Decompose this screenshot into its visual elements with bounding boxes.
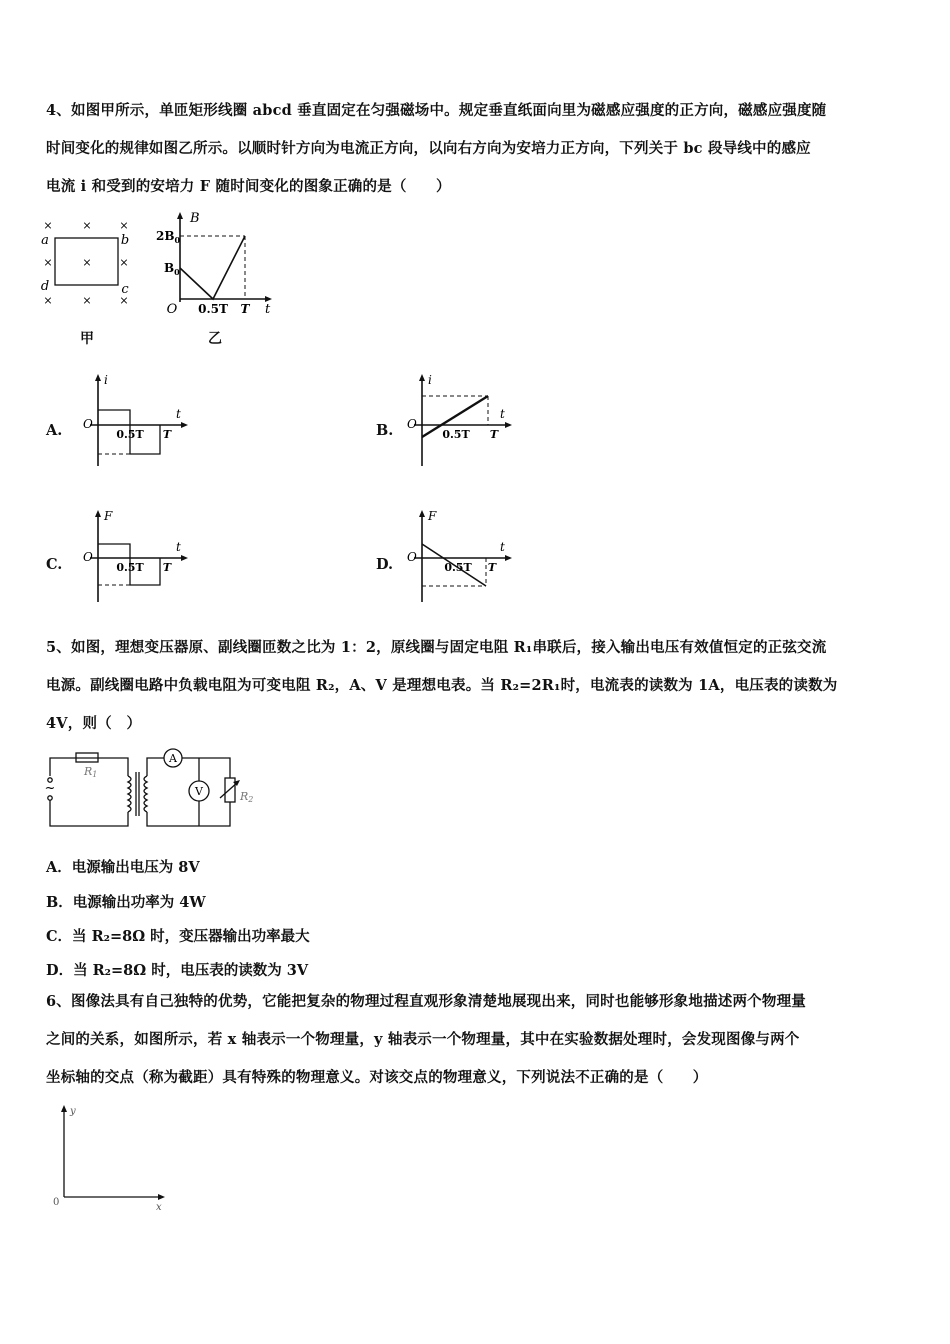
ac-source-symbol: ~	[44, 781, 56, 796]
primary-coil	[128, 776, 131, 812]
q4-line-3: 电流 i 和受到的安培力 F 随时间变化的图象正确的是（ ）	[46, 178, 451, 195]
primary-wire-bottom	[50, 800, 128, 826]
question-5-text	[46, 629, 908, 743]
cross: ×	[119, 294, 129, 307]
q5-line-1: 5、如图，理想变压器原、副线圈匝数之比为 1：2，原线圈与固定电阻 R₁串联后，接入输出电压有效值恒定的正弦交流	[46, 639, 827, 656]
origin-label: 0	[53, 1197, 60, 1208]
label-a: a	[41, 233, 49, 248]
tick-half-t: 0.5T	[442, 428, 470, 441]
q5-option-c[interactable]: C．当 R₂=8Ω 时，变压器输出功率最大	[46, 928, 310, 945]
secondary-wire-bottom	[147, 802, 230, 826]
q6-line-1: 6、图像法具有自己独特的优势，它能把复杂的物理过程直观形象清楚地展现出来，同时也能够形象地描述两个物理量	[46, 993, 806, 1010]
axis-label-x: x	[156, 1202, 162, 1213]
q5-option-b[interactable]: B．电源输出功率为 4W	[46, 894, 206, 911]
ammeter-label: A	[169, 752, 177, 765]
option-d-letter[interactable]: D.	[376, 556, 394, 573]
cross: ×	[82, 256, 92, 269]
r1-label: R1	[84, 765, 98, 779]
option-a-letter[interactable]: A.	[46, 422, 63, 439]
figure-yi-b-t-graph	[150, 210, 280, 320]
caption-yi: 乙	[208, 331, 222, 347]
axis-label-y: i	[428, 373, 432, 387]
q5-line-3: 4V，则（ ）	[46, 715, 142, 732]
tick-t: T	[240, 302, 250, 316]
cross: ×	[82, 294, 92, 307]
tick-t: T	[162, 561, 172, 574]
tick-t: T	[487, 561, 497, 574]
source-terminal-bottom	[48, 796, 52, 800]
option-c-letter[interactable]: C.	[46, 556, 63, 573]
tick-half-t: 0.5T	[116, 561, 144, 574]
question-4-text	[46, 92, 908, 206]
q6-line-3: 坐标轴的交点（称为截距）具有特殊的物理意义。对该交点的物理意义，下列说法不正确的是（ ）	[46, 1069, 708, 1086]
q6-xy-graph	[48, 1100, 178, 1215]
tick-half-t: 0.5T	[444, 561, 472, 574]
q4-line-1: 4、如图甲所示，单匝矩形线圈 abcd 垂直固定在匀强磁场中。规定垂直纸面向里为磁感应强度的正方向，磁感应强度随	[46, 102, 827, 119]
secondary-coil	[144, 776, 147, 812]
tick-2b0: $2B_0$	[156, 229, 181, 245]
q4-line-2: 时间变化的规律如图乙所示。以顺时针方向为电流正方向，以向右方向为安培力正方向，下列关于 bc 段导线中的感应	[46, 140, 811, 157]
tick-half-t: 0.5T	[116, 428, 144, 441]
option-b-letter[interactable]: B.	[376, 422, 394, 439]
axis-label-t: t	[265, 302, 271, 317]
origin-label: O	[83, 550, 93, 564]
r2-label: R2	[240, 790, 254, 804]
option-d-graph[interactable]	[404, 508, 524, 608]
origin-label: O	[407, 417, 417, 431]
secondary-wire-top-right	[182, 758, 230, 778]
label-b: b	[120, 233, 130, 248]
transformer-circuit	[44, 748, 264, 833]
b-curve	[180, 236, 245, 299]
axis-label-t: t	[176, 540, 181, 554]
tick-b0: $B_0$	[164, 261, 180, 277]
q6-line-2: 之间的关系，如图所示，若 x 轴表示一个物理量，y 轴表示一个物理量，其中在实验数据处理时，会发现图像与两个	[46, 1031, 800, 1048]
y-axis-arrow	[419, 374, 425, 381]
label-c: c	[121, 282, 129, 297]
axis-label-y: F	[428, 509, 437, 523]
x-axis-arrow	[181, 555, 188, 561]
positive-segment	[98, 410, 130, 425]
origin-label: O	[407, 550, 417, 564]
axis-label-y: y	[70, 1106, 76, 1117]
x-axis-arrow	[158, 1194, 165, 1200]
y-axis-arrow	[419, 510, 425, 517]
label-d: d	[40, 279, 50, 294]
origin-label: O	[166, 302, 178, 317]
cross: ×	[43, 294, 53, 307]
option-c-graph[interactable]	[80, 508, 200, 608]
caption-jia: 甲	[80, 331, 94, 347]
axis-label-t: t	[176, 407, 181, 421]
tick-half-t: 0.5T	[198, 302, 228, 316]
y-axis-arrow	[61, 1105, 67, 1112]
x-axis-arrow	[181, 422, 188, 428]
q5-option-a[interactable]: A．电源输出电压为 8V	[46, 859, 200, 876]
cross: ×	[43, 256, 53, 269]
axis-label-t: t	[500, 540, 505, 554]
origin-label: O	[83, 417, 93, 431]
voltmeter-label: V	[195, 785, 203, 798]
y-axis-arrow	[95, 510, 101, 517]
tick-t: T	[162, 428, 172, 441]
secondary-wire-top-left	[147, 758, 164, 776]
cross: ×	[82, 219, 92, 232]
tick-t: T	[489, 428, 499, 441]
resistor-r2	[225, 778, 235, 802]
y-axis-arrow	[95, 374, 101, 381]
axis-label-y: i	[104, 373, 108, 387]
cross: ×	[119, 256, 129, 269]
option-a-graph[interactable]	[80, 372, 200, 472]
axis-label-b: B	[190, 211, 200, 226]
option-b-graph[interactable]	[404, 372, 524, 472]
question-6-text	[46, 983, 908, 1097]
figure-jia-loop	[40, 215, 140, 310]
cross: ×	[119, 219, 129, 232]
axis-label-y: F	[104, 509, 113, 523]
axis-label-t: t	[500, 407, 505, 421]
x-axis-arrow	[505, 422, 512, 428]
q5-line-2: 电源。副线圈电路中负载电阻为可变电阻 R₂，A、V 是理想电表。当 R₂=2R₁时，电流表的读数为 1A，电压表的读数为	[46, 677, 838, 694]
cross: ×	[43, 219, 53, 232]
primary-wire-top-right	[120, 758, 128, 776]
positive-segment	[98, 544, 130, 558]
q5-option-d[interactable]: D．当 R₂=8Ω 时，电压表的读数为 3V	[46, 962, 309, 979]
x-axis-arrow	[505, 555, 512, 561]
y-axis-arrow	[177, 212, 183, 219]
